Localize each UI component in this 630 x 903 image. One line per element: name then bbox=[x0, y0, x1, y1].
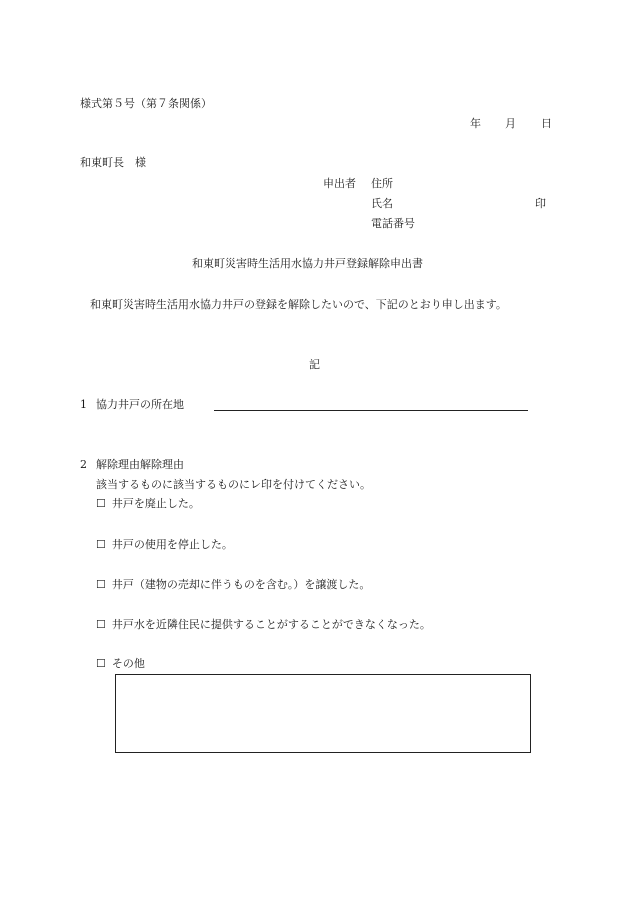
checkbox-icon[interactable]: ☐ bbox=[96, 618, 106, 631]
section1-number: 1 bbox=[80, 398, 87, 411]
option-abolished[interactable] bbox=[96, 497, 200, 511]
seal-mark: 印 bbox=[535, 197, 546, 210]
applicant-name-label: 氏名 bbox=[371, 197, 393, 210]
date-day: 日 bbox=[541, 117, 552, 130]
option-label: 井戸の使用を停止した。 bbox=[111, 538, 233, 551]
applicant-phone-label: 電話番号 bbox=[371, 217, 415, 230]
applicant-address-label: 住所 bbox=[371, 177, 393, 190]
option-other[interactable] bbox=[96, 657, 145, 671]
option-label: 井戸水を近隣住民に提供することがすることができなくなった。 bbox=[111, 618, 431, 631]
form-number: 様式第５号（第７条関係） bbox=[80, 97, 212, 110]
date-year: 年 bbox=[470, 117, 481, 130]
checkbox-icon[interactable]: ☐ bbox=[96, 657, 106, 670]
option-label: その他 bbox=[111, 657, 145, 670]
section2-number: 2 bbox=[80, 458, 87, 471]
checkbox-icon[interactable]: ☐ bbox=[96, 578, 106, 591]
section2-instruction: 該当するものに該当するものにレ印を付けてください。 bbox=[96, 478, 371, 491]
option-transferred[interactable] bbox=[96, 578, 370, 592]
section2-label: 解除理由解除理由 bbox=[96, 458, 184, 471]
option-label: 井戸（建物の売却に伴うものを含む。）を譲渡した。 bbox=[111, 578, 371, 591]
option-label: 井戸を廃止した。 bbox=[111, 497, 200, 510]
addressee: 和東町長 様 bbox=[80, 156, 146, 169]
body-text: 和東町災害時生活用水協力井戸の登録を解除したいので、下記のとおり申し出ます。 bbox=[90, 298, 507, 311]
checkbox-icon[interactable]: ☐ bbox=[96, 538, 106, 551]
option-cannot-supply[interactable] bbox=[96, 618, 431, 632]
document-title: 和東町災害時生活用水協力井戸登録解除申出書 bbox=[192, 257, 423, 270]
notes-header: 記 bbox=[309, 358, 320, 371]
date-month: 月 bbox=[505, 117, 516, 130]
applicant-label: 申出者 bbox=[323, 177, 356, 190]
checkbox-icon[interactable]: ☐ bbox=[96, 497, 106, 510]
option-use-stopped[interactable] bbox=[96, 538, 233, 552]
section1-label: 協力井戸の所在地 bbox=[96, 398, 184, 411]
other-reason-box[interactable] bbox=[115, 674, 531, 753]
location-input-line[interactable] bbox=[214, 410, 528, 411]
